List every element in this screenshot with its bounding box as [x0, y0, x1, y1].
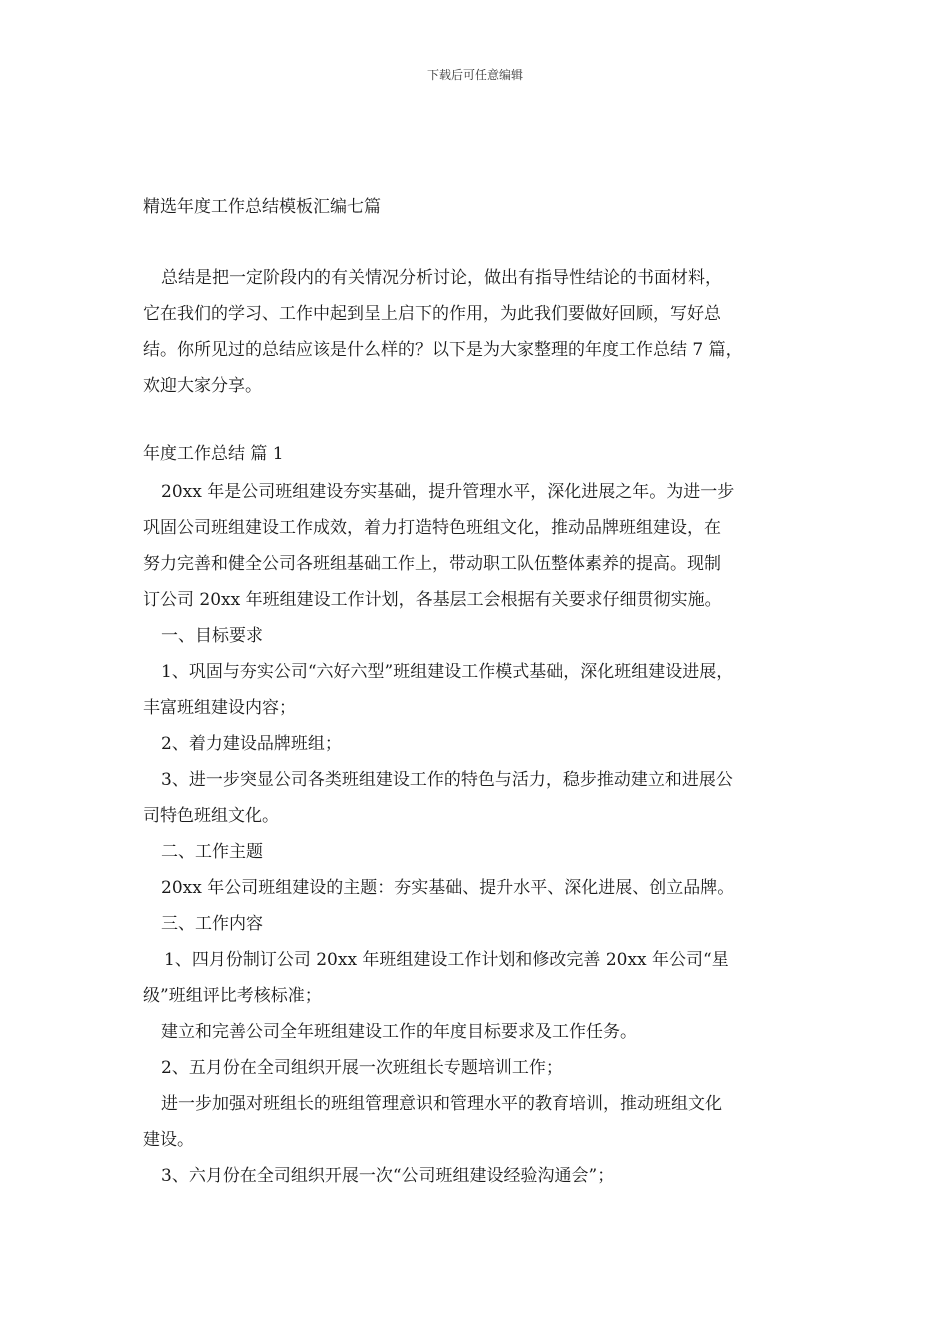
body-line: 建立和完善公司全年班组建设工作的年度目标要求及工作任务。: [161, 1022, 637, 1042]
body-line: 巩固公司班组建设工作成效，着力打造特色班组文化，推动品牌班组建设，在: [143, 518, 721, 538]
document-title: 精选年度工作总结模板汇编七篇: [143, 197, 381, 217]
section-body: [143, 474, 811, 1194]
header-note: 下载后可任意编辑: [426, 68, 523, 82]
body-line: 1、巩固与夯实公司“六好六型”班组建设工作模式基础，深化班组建设进展，: [161, 662, 734, 682]
body-line: 建设。: [143, 1130, 194, 1150]
body-line: 二、工作主题: [161, 842, 263, 862]
intro-line: 总结是把一定阶段内的有关情况分析讨论，做出有指导性结论的书面材料，: [161, 268, 722, 288]
body-line: 丰富班组建设内容；: [143, 698, 296, 718]
body-line: 三、工作内容: [161, 914, 263, 934]
intro-line: 结。你所见过的总结应该是什么样的？以下是为大家整理的年度工作总结 7 篇，: [143, 340, 743, 360]
body-line: 订公司 20xx 年班组建设工作计划，各基层工会根据有关要求仔细贯彻实施。: [143, 590, 722, 610]
section-heading: 年度工作总结 篇 1: [143, 444, 284, 464]
body-line: 20xx 年是公司班组建设夯实基础，提升管理水平，深化进展之年。为进一步: [161, 482, 735, 502]
body-line: 3、六月份在全司组织开展一次“公司班组建设经验沟通会”；: [161, 1166, 615, 1186]
body-line: 一、目标要求: [161, 626, 263, 646]
body-line: 司特色班组文化。: [143, 806, 279, 826]
body-line: 3、进一步突显公司各类班组建设工作的特色与活力，稳步推动建立和进展公: [161, 770, 733, 790]
intro-line: 它在我们的学习、工作中起到呈上启下的作用，为此我们要做好回顾，写好总: [143, 304, 721, 324]
body-line: 2、五月份在全司组织开展一次班组长专题培训工作；: [161, 1058, 563, 1078]
body-line: 努力完善和健全公司各班组基础工作上，带动职工队伍整体素养的提高。现制: [143, 554, 721, 574]
body-line: 1、四月份制订公司 20xx 年班组建设工作计划和修改完善 20xx 年公司“星: [164, 950, 729, 970]
body-line: 2、着力建设品牌班组；: [161, 734, 342, 754]
body-line: 级”班组评比考核标准；: [143, 986, 322, 1006]
intro-paragraph: [143, 260, 811, 404]
body-line: 进一步加强对班组长的班组管理意识和管理水平的教育培训，推动班组文化: [161, 1094, 722, 1114]
intro-line: 欢迎大家分享。: [143, 376, 262, 396]
body-line: 20xx 年公司班组建设的主题：夯实基础、提升水平、深化进展、创立品牌。: [161, 878, 735, 898]
